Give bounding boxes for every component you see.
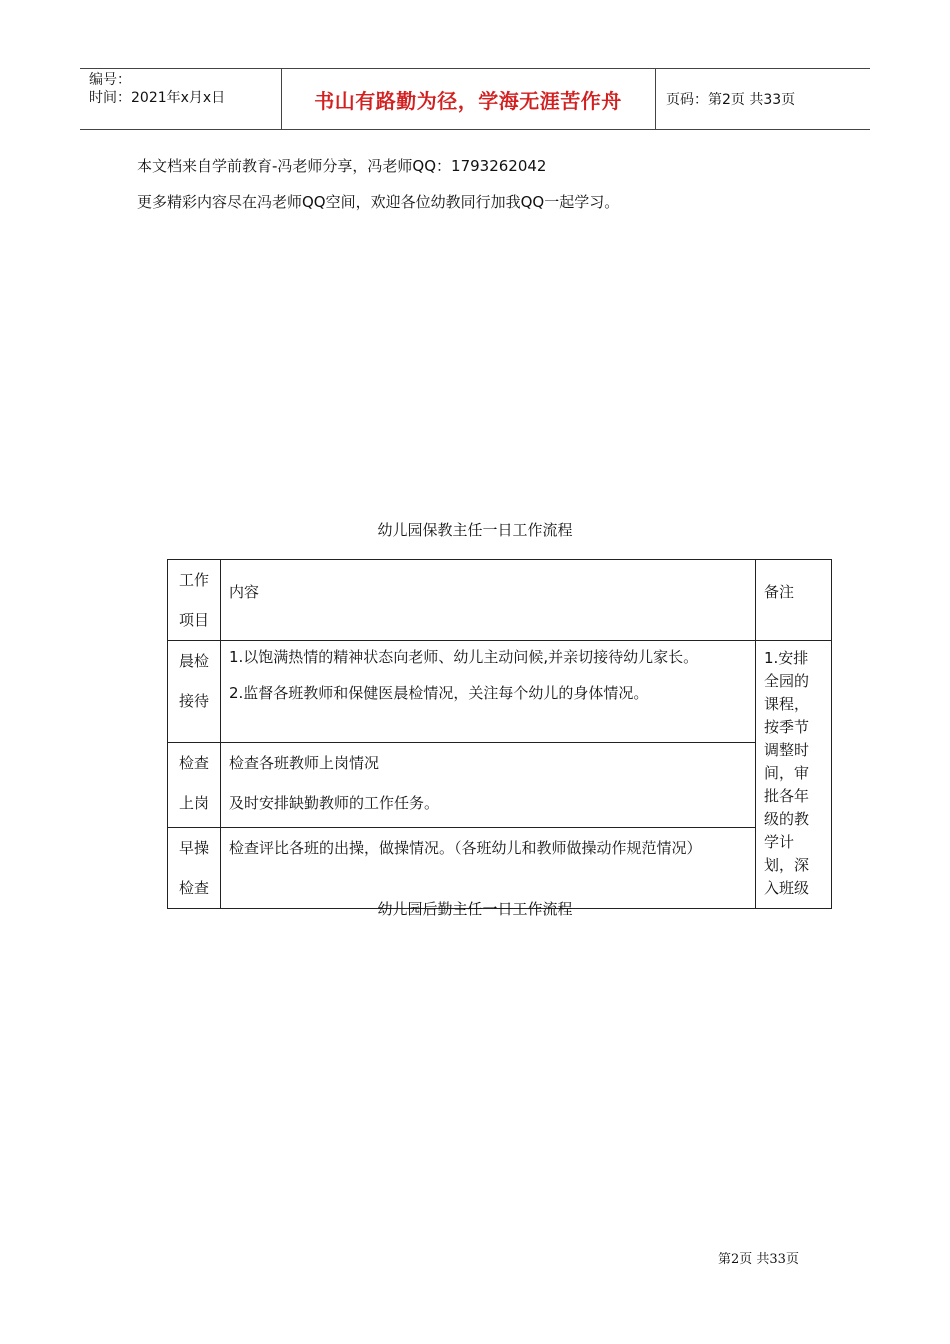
header-note: 备注 bbox=[764, 583, 795, 601]
row-item-cell bbox=[168, 828, 221, 909]
row-content-cell bbox=[221, 828, 756, 909]
note-cell: 1.安排全园的课程，按季节调整时间，审批各年级的教学计划，深入班级 bbox=[756, 641, 832, 909]
row-content-paragraph: 1.以饱满热情的精神状态向老师、幼儿主动问候,并亲切接待幼儿家长。 bbox=[229, 648, 699, 666]
row-content-paragraph: 检查各班教师上岗情况 bbox=[229, 754, 380, 772]
header-note-cell bbox=[756, 560, 832, 641]
table-row bbox=[168, 641, 832, 743]
workflow-table bbox=[167, 559, 832, 909]
header-divider bbox=[655, 69, 656, 129]
row-content-cell bbox=[221, 743, 756, 828]
section-title-2: 幼儿园后勤主任一日工作流程 bbox=[377, 900, 573, 918]
header-page-number: 页码：第2页 共33页 bbox=[666, 92, 796, 108]
page-footer: 第2页 共33页 bbox=[718, 1252, 799, 1267]
serial-label: 编号： bbox=[89, 72, 131, 88]
row-item-line2: 上岗 bbox=[178, 794, 209, 812]
row-item-line2: 检查 bbox=[178, 879, 209, 897]
page-header bbox=[80, 68, 870, 130]
table-header-row bbox=[168, 560, 832, 641]
row-content-paragraph: 检查评比各班的出操，做操情况。（各班幼儿和教师做操动作规范情况） bbox=[229, 839, 702, 857]
header-meta bbox=[89, 71, 225, 107]
row-item-line1: 检查 bbox=[178, 754, 209, 772]
table-row bbox=[168, 743, 832, 828]
row-content-paragraph: 2.监督各班教师和保健医晨检情况，关注每个幼儿的身体情况。 bbox=[229, 684, 649, 702]
row-item-line1: 晨检 bbox=[178, 652, 209, 670]
row-content-cell bbox=[221, 641, 756, 743]
row-content-paragraph: 及时安排缺勤教师的工作任务。 bbox=[229, 794, 440, 812]
row-item-line1: 早操 bbox=[178, 839, 209, 857]
time-label: 时间：2021年x月x日 bbox=[89, 90, 226, 106]
intro-line-2: 更多精彩内容尽在冯老师QQ空间，欢迎各位幼教同行加我QQ一起学习。 bbox=[137, 193, 620, 211]
table-row bbox=[168, 828, 832, 909]
header-content-cell bbox=[221, 560, 756, 641]
header-item-line2: 项目 bbox=[178, 611, 209, 629]
intro-line-1: 本文档来自学前教育-冯老师分享，冯老师QQ：1793262042 bbox=[137, 157, 547, 175]
row-item-cell bbox=[168, 743, 221, 828]
header-item-line1: 工作 bbox=[178, 571, 209, 589]
header-motto: 书山有路勤为径，学海无涯苦作舟 bbox=[314, 88, 622, 113]
section-title-1: 幼儿园保教主任一日工作流程 bbox=[377, 521, 573, 539]
header-content: 内容 bbox=[229, 583, 260, 601]
header-item-cell bbox=[168, 560, 221, 641]
row-item-line2: 接待 bbox=[178, 692, 209, 710]
row-item-cell bbox=[168, 641, 221, 743]
